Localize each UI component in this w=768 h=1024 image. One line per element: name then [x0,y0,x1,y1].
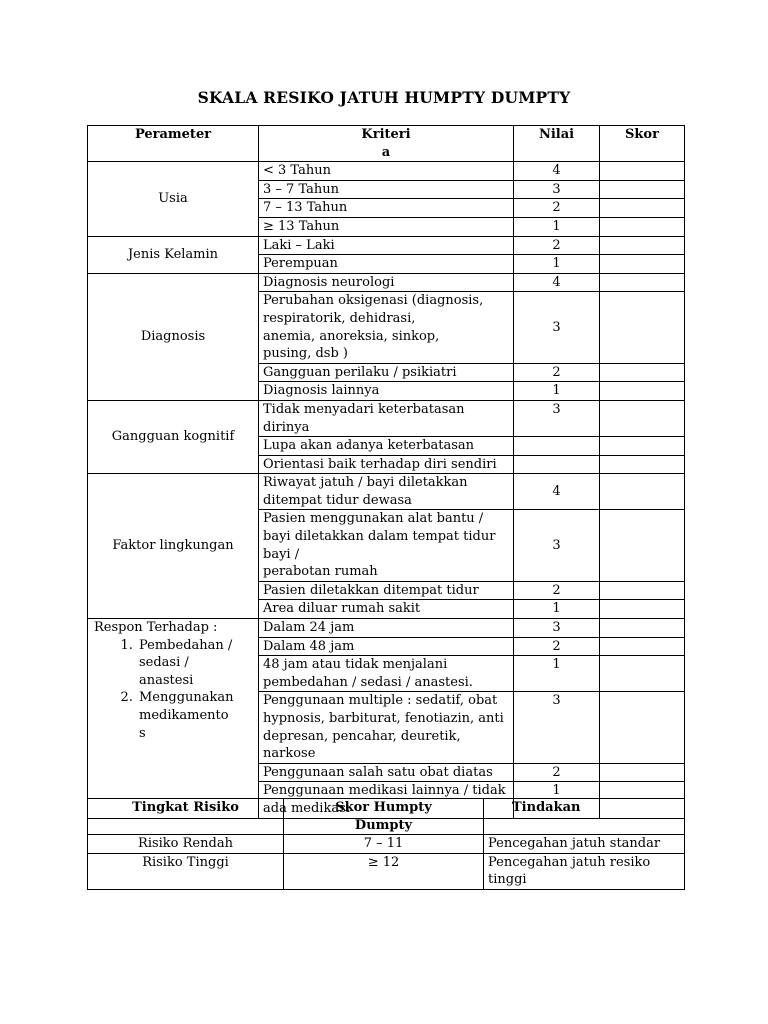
kriteria-line: Pasien menggunakan alat bantu / [263,511,484,527]
header-nilai: Nilai [514,126,600,162]
kriteria-cell [259,292,514,363]
tindakan-cell [484,853,685,889]
skor-cell[interactable] [600,637,685,656]
kriteria-line: narkose [263,746,316,762]
kriteria-line: pusing, dsb ) [263,346,349,362]
param-faktor-lingkungan: Faktor lingkungan [88,474,259,619]
skor-cell[interactable] [600,510,685,581]
kriteria-cell: Perempuan [259,255,514,274]
skor-cell[interactable] [600,600,685,619]
nilai-cell: 1 [514,656,600,692]
tindakan-line: Pencegahan jatuh resiko [488,854,651,870]
respon-label: Respon Terhadap : [94,620,218,636]
tindakan-line: tinggi [488,872,527,888]
skor-cell[interactable] [600,255,685,274]
kriteria-line: dirinya [263,419,310,435]
risk-level-table [87,798,685,890]
document-title: SKALA RESIKO JATUH HUMPTY DUMPTY [197,88,571,107]
kriteria-cell: Diagnosis lainnya [259,382,514,401]
skor-cell[interactable] [600,236,685,255]
skor-cell[interactable] [600,692,685,763]
kriteria-cell: 3 – 7 Tahun [259,180,514,199]
kriteria-cell: < 3 Tahun [259,162,514,181]
skor-cell[interactable] [600,763,685,782]
respon-item-line: Menggunakan [139,690,234,706]
param-diagnosis: Diagnosis [88,273,259,400]
skor-cell[interactable] [600,400,685,436]
nilai-cell [514,437,600,456]
skor-cell[interactable] [600,619,685,638]
table-row [88,474,685,510]
skor-range-cell: ≥ 12 [284,853,484,889]
table-row [88,835,685,854]
kriteria-cell: Penggunaan salah satu obat diatas [259,763,514,782]
tindakan-cell: Pencegahan jatuh standar [484,835,685,854]
kriteria-cell [259,656,514,692]
table-header-row [88,126,685,162]
nilai-cell [514,455,600,474]
kriteria-line: 48 jam atau tidak menjalani [263,657,448,673]
skor-cell[interactable] [600,199,685,218]
nilai-cell: 1 [514,217,600,236]
nilai-cell: 4 [514,474,600,510]
respon-item-line: anastesi [139,672,194,688]
kriteria-cell: Dalam 48 jam [259,637,514,656]
kriteria-cell: Laki – Laki [259,236,514,255]
table-row [88,162,685,181]
header-skor-line1: Skor Humpty [335,800,432,815]
kriteria-cell: Orientasi baik terhadap diri sendiri [259,455,514,474]
header-skor: Skor [600,126,685,162]
kriteria-cell: 7 – 13 Tahun [259,199,514,218]
param-gangguan-kognitif: Gangguan kognitif [88,400,259,473]
skor-cell[interactable] [600,217,685,236]
table-header-row [88,799,685,835]
kriteria-line: Perubahan oksigenasi (diagnosis, [263,293,484,309]
kriteria-line: Penggunaan medikasi lainnya / tidak [263,783,506,799]
skor-cell[interactable] [600,656,685,692]
nilai-cell: 2 [514,199,600,218]
header-kriteria [259,126,514,162]
nilai-cell: 3 [514,619,600,638]
nilai-cell: 4 [514,162,600,181]
kriteria-line: bayi diletakkan dalam tempat tidur [263,529,496,545]
skor-cell[interactable] [600,363,685,382]
header-tingkat-risiko: Tingkat Risiko [88,799,284,835]
skor-cell[interactable] [600,455,685,474]
nilai-cell: 2 [514,637,600,656]
skor-cell[interactable] [600,292,685,363]
kriteria-cell: Area diluar rumah sakit [259,600,514,619]
skor-cell[interactable] [600,382,685,401]
skor-cell[interactable] [600,273,685,292]
kriteria-line: Riwayat jatuh / bayi diletakkan [263,475,468,491]
kriteria-line: anemia, anoreksia, sinkop, [263,328,440,344]
nilai-cell: 3 [514,180,600,199]
nilai-cell: 3 [514,510,600,581]
param-jenis-kelamin: Jenis Kelamin [88,236,259,273]
table-row [88,400,685,436]
kriteria-cell: Dalam 24 jam [259,619,514,638]
respon-item [137,637,254,690]
kriteria-cell [259,692,514,763]
param-respon [88,619,259,819]
header-kriteria-line1: Kriteri [361,127,411,142]
kriteria-cell: Lupa akan adanya keterbatasan [259,437,514,456]
kriteria-cell [259,400,514,436]
skor-cell[interactable] [600,581,685,600]
skor-cell[interactable] [600,474,685,510]
table-row [88,236,685,255]
nilai-cell: 2 [514,236,600,255]
kriteria-line: Penggunaan multiple : sedatif, obat [263,693,498,709]
kriteria-line: Tidak menyadari keterbatasan [263,401,465,417]
kriteria-cell [259,510,514,581]
table-row [88,853,685,889]
kriteria-line: respiratorik, dehidrasi, [263,310,416,326]
nilai-cell: 2 [514,581,600,600]
table-row [88,273,685,292]
header-skor-humpty-dumpty [284,799,484,835]
kriteria-line: perabotan rumah [263,564,378,580]
kriteria-line: hypnosis, barbiturat, fenotiazin, anti [263,711,504,726]
skor-range-cell: 7 – 11 [284,835,484,854]
kriteria-cell [259,474,514,510]
tingkat-cell: Risiko Tinggi [88,853,284,889]
respon-item [137,689,254,742]
kriteria-cell: ≥ 13 Tahun [259,217,514,236]
kriteria-line: depresan, pencahar, deuretik, [263,728,461,744]
header-tindakan: Tindakan [484,799,685,835]
nilai-cell: 1 [514,782,600,818]
header-parameter: Perameter [88,126,259,162]
nilai-cell: 1 [514,255,600,274]
header-kriteria-line2: a [381,144,391,160]
nilai-cell: 3 [514,400,600,436]
kriteria-cell: Pasien diletakkan ditempat tidur [259,581,514,600]
kriteria-line: ditempat tidur dewasa [263,492,412,508]
respon-item-line: Pembedahan / [139,637,233,653]
respon-item-line: medikamento [139,708,229,723]
nilai-cell: 3 [514,692,600,763]
humpty-dumpty-scale-table [87,125,685,819]
nilai-cell: 3 [514,292,600,363]
respon-item-line: sedasi / [139,655,189,671]
nilai-cell: 2 [514,763,600,782]
nilai-cell: 4 [514,273,600,292]
nilai-cell: 1 [514,600,600,619]
kriteria-cell: Gangguan perilaku / psikiatri [259,363,514,382]
respon-list [92,637,254,743]
skor-cell[interactable] [600,180,685,199]
respon-item-line: s [139,725,146,741]
table-row [88,619,685,638]
tingkat-cell: Risiko Rendah [88,835,284,854]
kriteria-line: pembedahan / sedasi / anastesi. [263,674,473,690]
skor-cell[interactable] [600,162,685,181]
kriteria-line: ada medikasi [263,800,350,816]
nilai-cell: 1 [514,382,600,401]
param-usia: Usia [88,162,259,236]
nilai-cell: 2 [514,363,600,382]
header-skor-line2: Dumpty [354,817,413,833]
kriteria-cell: Diagnosis neurologi [259,273,514,292]
kriteria-line: bayi / [263,546,300,562]
skor-cell[interactable] [600,437,685,456]
